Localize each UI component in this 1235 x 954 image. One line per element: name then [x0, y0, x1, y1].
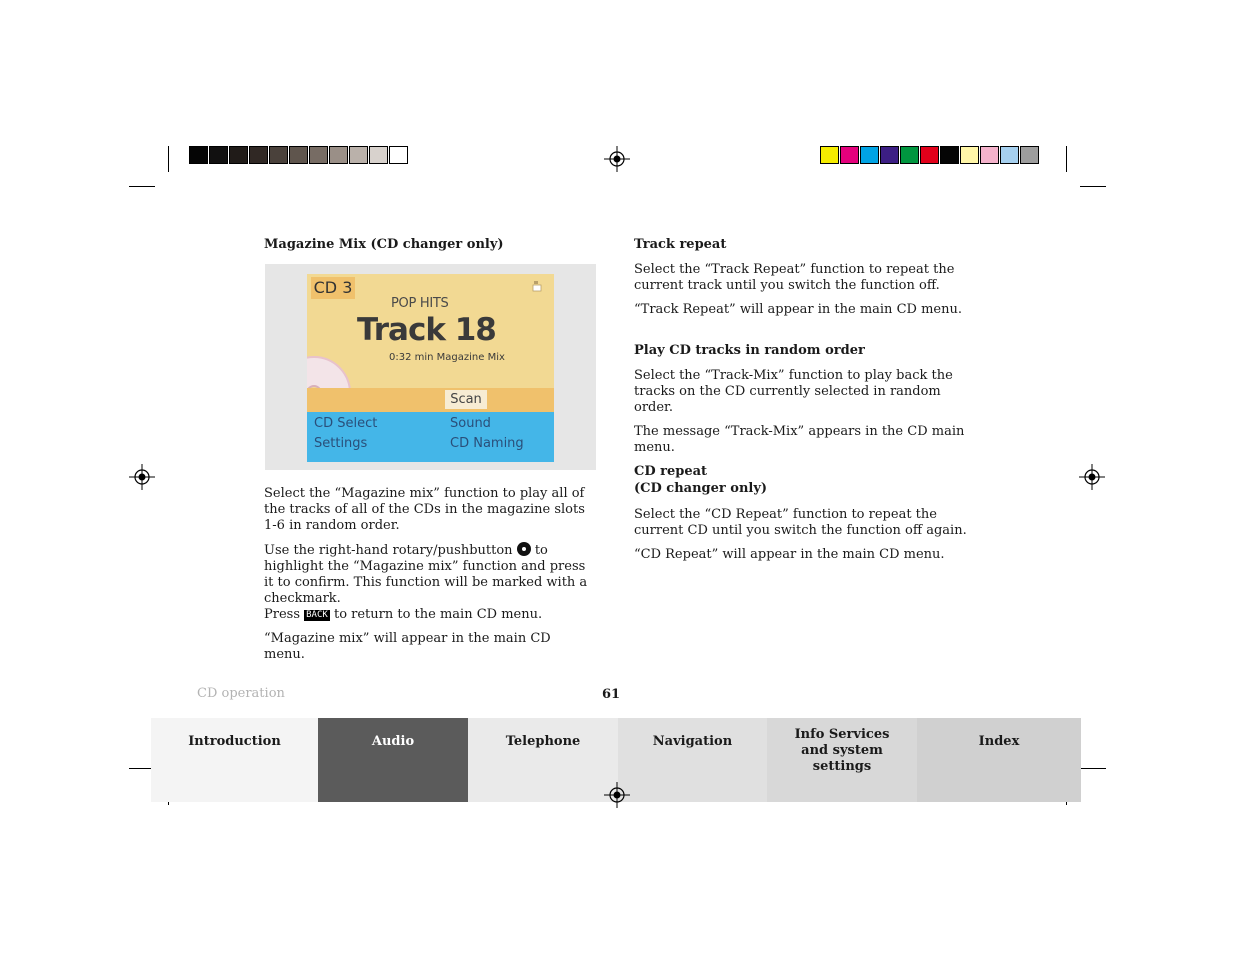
- color-swatch: [960, 146, 979, 164]
- paragraph: Select the “Track Repeat” function to repeat the current track until you switch the function off.: [634, 262, 955, 293]
- color-swatch: [209, 146, 228, 164]
- color-swatch: [860, 146, 879, 164]
- color-swatch: [1020, 146, 1039, 164]
- track-time: 0:32 min Magazine Mix: [389, 352, 505, 363]
- registration-mark-icon: [1079, 464, 1105, 490]
- registration-mark-icon: [129, 464, 155, 490]
- text-run: to return to the main CD menu.: [333, 607, 543, 622]
- section-heading: Magazine Mix (CD changer only): [264, 237, 504, 252]
- color-swatch: [940, 146, 959, 164]
- color-swatch: [249, 146, 268, 164]
- crop-mark: [168, 146, 169, 172]
- cd-screen-figure: [265, 264, 596, 470]
- color-swatch: [980, 146, 999, 164]
- crop-mark: [1080, 186, 1106, 187]
- right-body-text: [634, 507, 974, 571]
- left-body-text: [264, 486, 594, 671]
- cd-number-label: CD 3: [311, 277, 355, 299]
- track-title: Track 18: [357, 312, 496, 348]
- text-run: Use the right-hand rotary/pushbutton: [264, 543, 513, 558]
- color-swatch: [920, 146, 939, 164]
- album-title: POP HITS: [391, 296, 449, 311]
- page-number: 61: [602, 687, 621, 702]
- right-body-text: [634, 368, 974, 464]
- color-swatch: [309, 146, 328, 164]
- color-swatch: [900, 146, 919, 164]
- paragraph: “CD Repeat” will appear in the main CD menu.: [634, 547, 945, 562]
- tab-label: Introduction: [188, 734, 281, 749]
- section-heading: Track repeat: [634, 237, 727, 252]
- text-run: to highlight the “Magazine mix” function and press it to confirm. This function will be marked with a checkmark.: [264, 543, 588, 606]
- paragraph: Select the “CD Repeat” function to repeat the current CD until you switch the function off again.: [634, 507, 967, 538]
- color-swatch: [289, 146, 308, 164]
- color-swatch: [349, 146, 368, 164]
- tab-info-services[interactable]: [767, 718, 917, 802]
- color-calibration-strip: [820, 146, 1040, 164]
- back-key-icon: BACK: [306, 610, 328, 620]
- paragraph: Select the “Magazine mix” function to play all of the tracks of all of the CDs in the magazine slots 1-6 in random order.: [264, 486, 585, 533]
- section-heading: [634, 463, 767, 497]
- menu-item-cd-select[interactable]: CD Select: [314, 416, 378, 431]
- text-run: Press: [264, 607, 300, 622]
- paragraph: “Track Repeat” will appear in the main CD menu.: [634, 302, 962, 317]
- tab-telephone[interactable]: [468, 718, 618, 802]
- tab-label: Index: [978, 734, 1020, 749]
- cd-display-screen: [307, 274, 554, 462]
- cd-menu: [307, 412, 554, 462]
- registration-mark-icon: [604, 782, 630, 808]
- gray-calibration-strip: [189, 146, 409, 164]
- menu-item-settings[interactable]: Settings: [314, 436, 368, 451]
- crop-mark: [129, 186, 155, 187]
- magazine-icon: [532, 280, 542, 292]
- color-swatch: [189, 146, 208, 164]
- menu-item-sound[interactable]: Sound: [450, 416, 491, 431]
- scan-bar: [307, 388, 554, 412]
- tab-label: Info Services and system settings: [794, 727, 890, 774]
- heading-line: (CD changer only): [634, 481, 768, 496]
- rotary-pushbutton-icon: [517, 542, 531, 556]
- paragraph: Select the “Track-Mix” function to play back the tracks on the CD currently selected in random order.: [634, 368, 953, 415]
- right-body-text: [634, 262, 974, 326]
- crop-mark: [1066, 146, 1067, 172]
- color-swatch: [269, 146, 288, 164]
- registration-mark-icon: [604, 146, 630, 172]
- section-heading: Play CD tracks in random order: [634, 343, 865, 358]
- paragraph: [264, 542, 594, 623]
- tab-label: Audio: [371, 734, 415, 749]
- scan-button[interactable]: Scan: [445, 390, 487, 409]
- heading-line: CD repeat: [634, 464, 708, 479]
- color-swatch: [229, 146, 248, 164]
- tab-navigation[interactable]: [618, 718, 767, 802]
- color-swatch: [1000, 146, 1019, 164]
- crop-mark: [1080, 768, 1106, 769]
- color-swatch: [329, 146, 348, 164]
- paragraph: The message “Track-Mix” appears in the CD main menu.: [634, 424, 965, 455]
- section-label: CD operation: [197, 686, 285, 701]
- tab-label: Navigation: [652, 734, 733, 749]
- paragraph: “Magazine mix” will appear in the main CD menu.: [264, 631, 551, 662]
- color-swatch: [840, 146, 859, 164]
- color-swatch: [369, 146, 388, 164]
- tab-introduction[interactable]: [151, 718, 318, 802]
- menu-item-cd-naming[interactable]: CD Naming: [450, 436, 524, 451]
- tab-audio[interactable]: [318, 718, 468, 802]
- color-swatch: [389, 146, 408, 164]
- tab-index[interactable]: [917, 718, 1081, 802]
- color-swatch: [820, 146, 839, 164]
- tab-label: Telephone: [505, 734, 581, 749]
- color-swatch: [880, 146, 899, 164]
